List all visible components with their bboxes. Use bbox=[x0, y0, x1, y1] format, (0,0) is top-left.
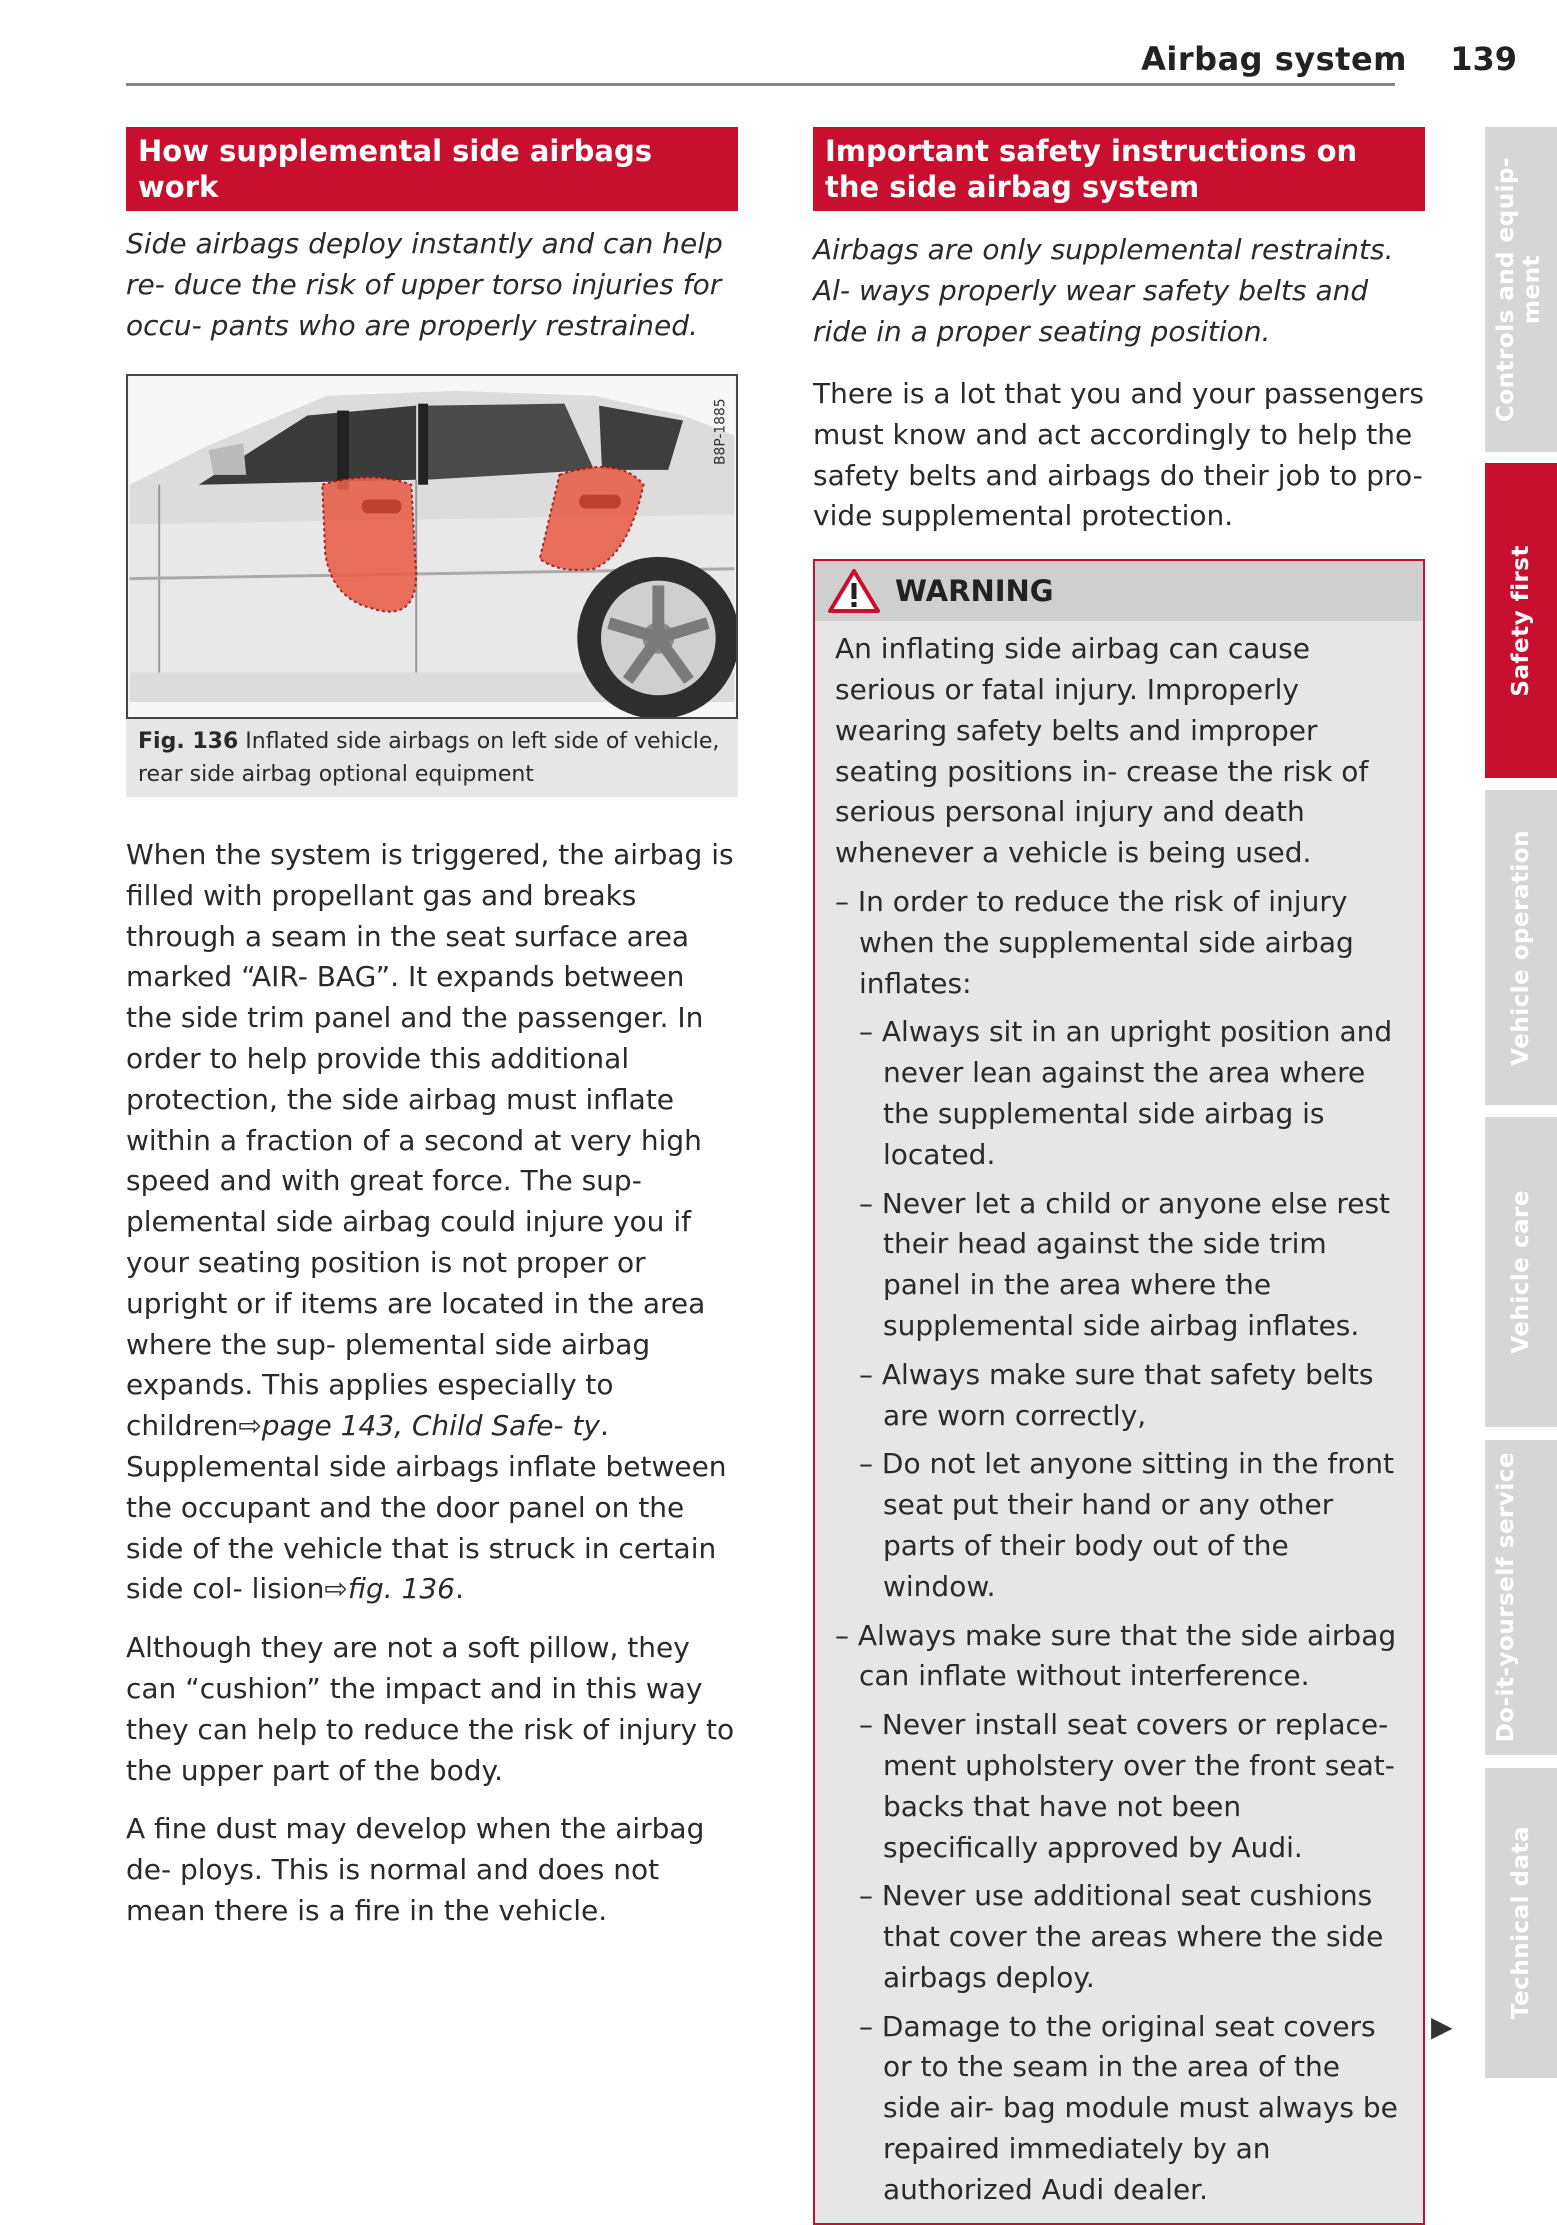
warning-body bbox=[815, 621, 1423, 2222]
side-tab-label: Do-it-yourself service bbox=[1493, 1452, 1519, 1743]
figure-caption-text: Inflated side airbags on left side of vehicle, rear side airbag optional equipment bbox=[138, 729, 720, 787]
body-paragraph: There is a lot that you and your passengers must know and act accordingly to help the safety belts and airbags do their job to pro- vide supplemental protection. bbox=[813, 377, 1424, 533]
running-header-title: Airbag system bbox=[1141, 40, 1407, 78]
figure-code: B8P-1885 bbox=[712, 398, 729, 465]
warning-subitem: – Do not let anyone sitting in the front seat put their hand or any other parts of their body out of the window. bbox=[859, 1447, 1395, 1603]
side-tab-do-it-yourself[interactable] bbox=[1485, 1440, 1557, 1755]
cross-ref-child-safety[interactable]: ⇨page 143, Child Safe- ty bbox=[238, 1409, 600, 1443]
car-side-airbag-illustration bbox=[126, 374, 738, 719]
cross-ref-fig-136[interactable]: ⇨fig. 136 bbox=[324, 1572, 455, 1606]
figure bbox=[126, 374, 738, 797]
warning-box bbox=[813, 559, 1425, 2224]
para1-text: When the system is triggered, the airbag is filled with propellant gas and breaks through a seam in the seat surface area marked “AIR- BAG”. It expands between the side trim panel and the passenger. In order to help provide this additional protection, the side airbag must inflate within a fraction of a second at very high speed and with great force. The sup- plemental side airbag could injure you if your seating position is not proper or upright or if items are located in the area where the sup- plemental side airbag expands. This applies especially to children bbox=[126, 838, 734, 1443]
body-paragraph-3: A fine dust may develop when the airbag de- ploys. This is normal and does not mean there is a fire in the vehicle. bbox=[126, 1812, 705, 1927]
para1-mid: . Supplemental side airbags inflate between the occupant and the door panel on the side of the vehicle that is struck in certain side col- lision bbox=[126, 1409, 727, 1606]
warning-item: – Always make sure that the side airbag can inflate without interference. bbox=[835, 1618, 1397, 1693]
figure-caption bbox=[126, 719, 738, 797]
warning-subitem: – Always make sure that safety belts are worn correctly, bbox=[859, 1357, 1374, 1432]
side-tab-label: Vehicle operation bbox=[1508, 829, 1534, 1066]
continue-arrow-icon: ▶ bbox=[1431, 2010, 1453, 2043]
para1-end: . bbox=[454, 1572, 464, 1606]
side-tab-label: Safety first bbox=[1508, 544, 1534, 697]
warning-subitem: – Always sit in an upright position and never lean against the area where the supplemental side airbag is located. bbox=[859, 1015, 1393, 1171]
warning-subitem: – Never use additional seat cushions that cover the areas where the side airbags deploy. bbox=[859, 1879, 1384, 1994]
section-heading: Important safety instructions on the side airbag system bbox=[813, 127, 1425, 211]
warning-subitem: – Damage to the original seat covers or to the seam in the area of the side air- bag module must always be repaired immediately by an authorized Audi dealer. bbox=[859, 2009, 1398, 2206]
page-number: 139 bbox=[1450, 40, 1517, 78]
side-tab-safety-first[interactable] bbox=[1485, 463, 1557, 778]
warning-triangle-icon bbox=[827, 568, 881, 614]
side-tab-label: Controls and equip- ment bbox=[1493, 157, 1545, 422]
warning-header bbox=[815, 561, 1423, 621]
body-paragraph-2: Although they are not a soft pillow, they can “cushion” the impact and in this way they can help to reduce the risk of injury to the upper part of the body. bbox=[126, 1631, 735, 1787]
side-tab-vehicle-care[interactable] bbox=[1485, 1117, 1557, 1427]
side-tab-technical-data[interactable] bbox=[1485, 1768, 1557, 2078]
section-intro: Side airbags deploy instantly and can help re- duce the risk of upper torso injuries for occu- pants who are properly restrained. bbox=[126, 227, 723, 342]
side-tab-label: Vehicle care bbox=[1508, 1190, 1534, 1354]
left-column bbox=[126, 127, 738, 1950]
warning-item: – In order to reduce the risk of injury when the supplemental side airbag inflates: bbox=[835, 884, 1354, 1000]
warning-title: WARNING bbox=[895, 574, 1054, 609]
warning-lead: An inflating side airbag can cause serious or fatal injury. Improperly wearing safety belts and improper seating positions in- crease the risk of serious personal injury and death whenever a vehicle is being used. bbox=[835, 632, 1369, 870]
figure-caption-label: Fig. 136 bbox=[138, 729, 239, 754]
right-column bbox=[813, 127, 1425, 2225]
header-rule bbox=[126, 83, 1395, 86]
section-heading: How supplemental side airbags work bbox=[126, 127, 738, 211]
side-tab-label: Technical data bbox=[1508, 1826, 1534, 2020]
section-intro: Airbags are only supplemental restraints. Al- ways properly wear safety belts and ride in a proper seating position. bbox=[813, 233, 1394, 348]
warning-subitem: – Never let a child or anyone else rest their head against the side trim panel in the area where the supplemental side airbag inflates. bbox=[859, 1186, 1391, 1342]
side-tab-controls[interactable] bbox=[1485, 127, 1557, 452]
side-tab-vehicle-operation[interactable] bbox=[1485, 790, 1557, 1105]
warning-subitem: – Never install seat covers or replace- ment upholstery over the front seat- backs that have not been specifically approved by Audi. bbox=[859, 1708, 1395, 1864]
body-paragraph-1 bbox=[126, 835, 738, 1610]
